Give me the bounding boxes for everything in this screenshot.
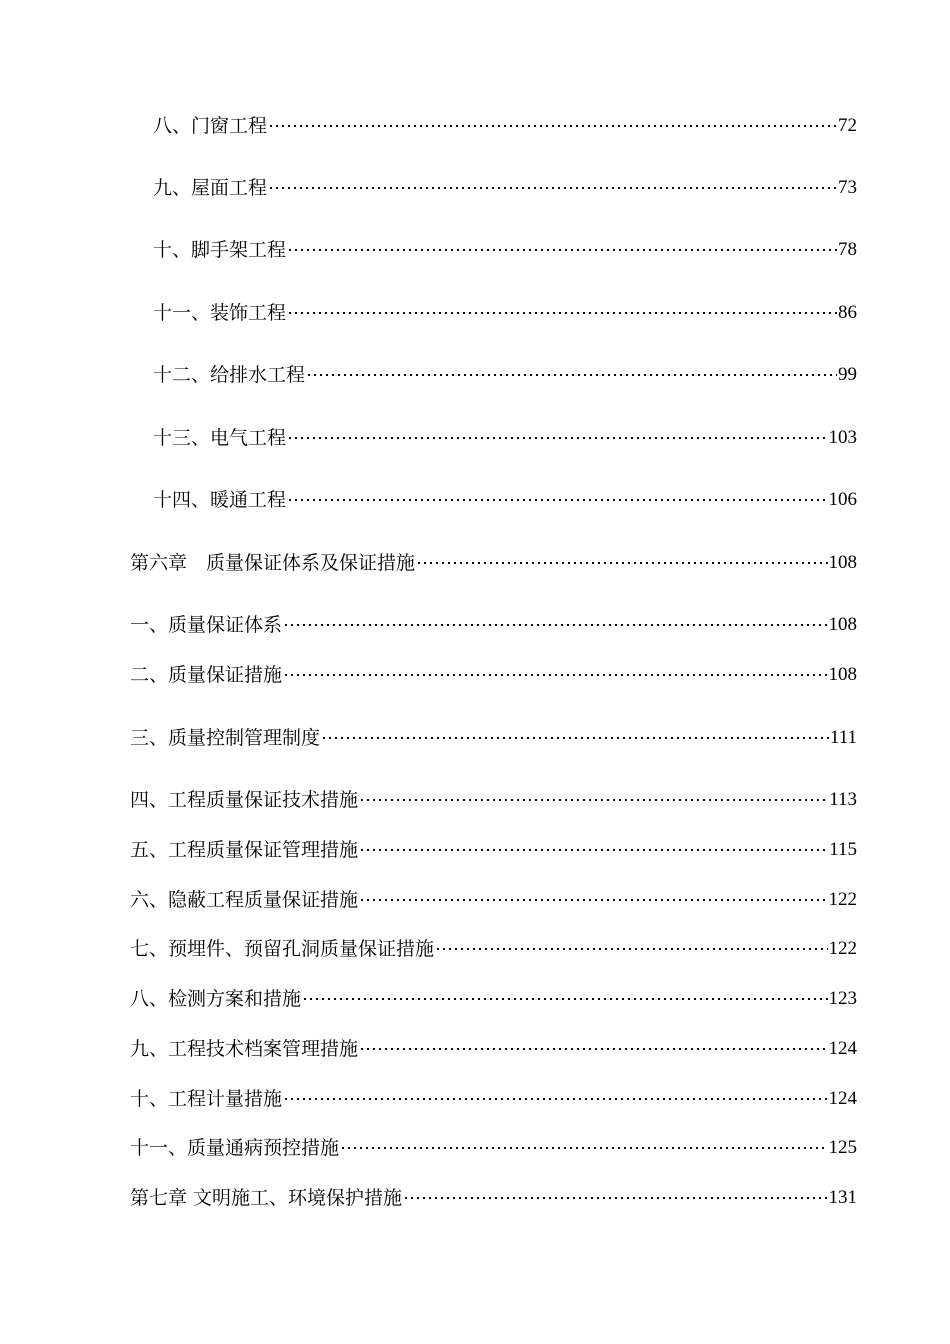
dot-leader (287, 437, 827, 439)
toc-entry[interactable] (130, 885, 857, 915)
toc-entry[interactable] (130, 785, 857, 815)
dot-leader (359, 849, 828, 851)
toc-entry[interactable] (153, 111, 857, 141)
dot-leader (283, 624, 827, 626)
toc-entry-title: 二、质量保证措施 (130, 664, 283, 686)
toc-entry-title: 十、脚手架工程 (153, 239, 287, 261)
toc-entry[interactable] (130, 723, 857, 753)
toc-entry[interactable] (130, 934, 857, 964)
dot-leader (306, 374, 837, 376)
dot-leader (435, 948, 827, 950)
dot-leader (321, 737, 829, 739)
toc-entry-title: 五、工程质量保证管理措施 (130, 839, 359, 861)
toc-entry-page-number: 78 (838, 239, 857, 260)
toc-entry-title: 十二、给排水工程 (153, 364, 306, 386)
toc-entry-title: 九、工程技术档案管理措施 (130, 1038, 359, 1060)
toc-entry[interactable] (153, 485, 857, 515)
dot-leader (403, 1197, 827, 1199)
toc-entry-page-number: 108 (828, 614, 857, 635)
toc-entry-page-number: 103 (828, 427, 857, 448)
toc-entry[interactable] (130, 1133, 857, 1163)
toc-entry[interactable] (130, 610, 857, 640)
toc-entry-page-number: 123 (828, 988, 857, 1009)
dot-leader (302, 998, 827, 1000)
toc-entry[interactable] (153, 235, 857, 265)
toc-entry-page-number: 108 (828, 664, 857, 685)
toc-entry-page-number: 122 (828, 889, 857, 910)
toc-entry-page-number: 131 (828, 1187, 857, 1208)
toc-entry-title: 三、质量控制管理制度 (130, 727, 321, 749)
toc-entry-page-number: 113 (829, 789, 857, 810)
toc-entry-page-number: 115 (829, 839, 857, 860)
toc-entry-title: 第六章 质量保证体系及保证措施 (130, 552, 416, 574)
toc-entry-title: 十三、电气工程 (153, 427, 287, 449)
toc-entry-page-number: 108 (828, 552, 857, 573)
toc-entry-title: 第七章 文明施工、环境保护措施 (130, 1187, 403, 1209)
toc-entry-title: 十、工程计量措施 (130, 1088, 283, 1110)
toc-entry-page-number: 124 (828, 1038, 857, 1059)
toc-entry[interactable] (153, 360, 857, 390)
toc-entry[interactable] (153, 423, 857, 453)
dot-leader (416, 562, 827, 564)
toc-entry[interactable] (130, 1034, 857, 1064)
toc-entry[interactable] (130, 1084, 857, 1114)
toc-entry-page-number: 106 (828, 489, 857, 510)
dot-leader (283, 674, 827, 676)
toc-entry-title: 九、屋面工程 (153, 177, 268, 199)
toc-entry-title: 一、质量保证体系 (130, 614, 283, 636)
dot-leader (359, 799, 828, 801)
toc-entry-page-number: 125 (828, 1137, 857, 1158)
dot-leader (359, 1048, 827, 1050)
toc-entry[interactable] (153, 298, 857, 328)
toc-entry-page-number: 72 (838, 115, 857, 136)
dot-leader (340, 1147, 827, 1149)
toc-entry-title: 十一、质量通病预控措施 (130, 1137, 340, 1159)
toc-entry-title: 十四、暖通工程 (153, 489, 287, 511)
dot-leader (287, 249, 837, 251)
toc-entry-page-number: 122 (828, 938, 857, 959)
toc-entry[interactable] (130, 984, 857, 1014)
toc-entry-title: 六、隐蔽工程质量保证措施 (130, 889, 359, 911)
toc-entry-title: 四、工程质量保证技术措施 (130, 789, 359, 811)
toc-entry[interactable] (130, 835, 857, 865)
dot-leader (283, 1098, 827, 1100)
toc-entry-page-number: 73 (838, 177, 857, 198)
toc-entry-title: 七、预埋件、预留孔洞质量保证措施 (130, 938, 435, 960)
toc-entry[interactable] (130, 548, 857, 578)
toc-entry-title: 十一、装饰工程 (153, 302, 287, 324)
toc-entry[interactable] (130, 1183, 857, 1213)
toc-entry-page-number: 99 (838, 364, 857, 385)
dot-leader (287, 499, 827, 501)
toc-entry-title: 八、检测方案和措施 (130, 988, 302, 1010)
toc-entry[interactable] (153, 173, 857, 203)
toc-entry-page-number: 111 (829, 727, 857, 748)
toc-entry-page-number: 86 (838, 302, 857, 323)
toc-entry-title: 八、门窗工程 (153, 115, 268, 137)
dot-leader (359, 899, 827, 901)
toc-entry[interactable] (130, 660, 857, 690)
dot-leader (268, 187, 837, 189)
toc-entry-page-number: 124 (828, 1088, 857, 1109)
dot-leader (268, 125, 837, 127)
dot-leader (287, 312, 837, 314)
